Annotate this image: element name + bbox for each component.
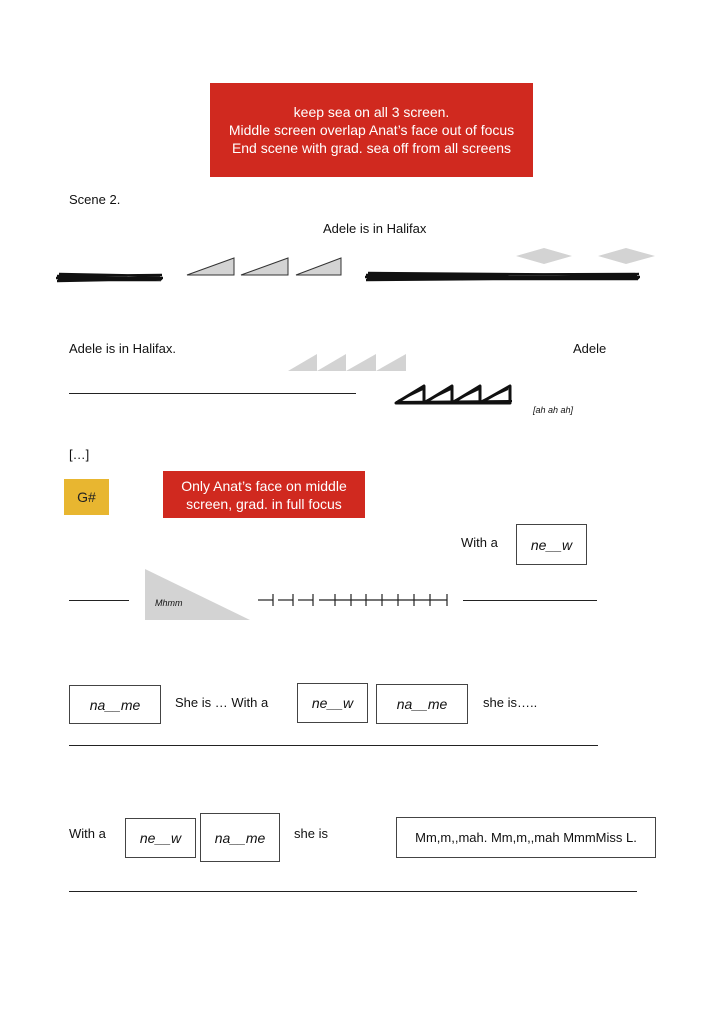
note-line: screen, grad. in full focus [186, 495, 342, 512]
triangle-label: Mhmm [155, 598, 183, 608]
with-a-label: With a [461, 535, 498, 550]
she-is-label: she is….. [483, 695, 538, 710]
ellipsis-marker: […] [69, 447, 90, 462]
annotation-ah: [ah ah ah] [533, 405, 574, 415]
lyric-adele-halifax: Adele is in Halifax [323, 221, 427, 236]
she-is-with-a-label: She is … With a [175, 695, 269, 710]
word-box-name: na__me [376, 684, 468, 724]
word-box-new: ne__w [516, 524, 587, 565]
note-line: Middle screen overlap Anat’s face out of focus [228, 122, 515, 138]
word-box-new: ne__w [125, 818, 196, 858]
with-a-label: With a [69, 826, 106, 841]
ramp-shapes [186, 257, 346, 277]
word-box-name: na__me [200, 813, 280, 862]
note-line: Only Anat’s face on middle [181, 477, 347, 494]
scribble-bar-right [365, 270, 641, 282]
scribble-bar-left [56, 271, 164, 283]
lyric-adele-halifax-2: Adele is in Halifax. [69, 341, 176, 356]
scribble-ramps [394, 384, 520, 406]
word-box-name: na__me [69, 685, 161, 724]
note-sea-screens [210, 83, 533, 177]
she-is-label: she is [294, 826, 328, 841]
scene-label: Scene 2. [69, 192, 121, 207]
melody-line [69, 745, 598, 746]
line-segment-left [69, 600, 129, 601]
note-anat-focus [163, 471, 365, 518]
note-line: End scene with grad. sea off from all screens [231, 140, 512, 156]
melody-line [69, 891, 637, 892]
line-segment-right [463, 600, 597, 601]
tick-line [258, 593, 450, 607]
melody-line [69, 393, 356, 394]
note-line: keep sea on all 3 screen. [293, 104, 450, 120]
lyric-adele: Adele [573, 341, 607, 356]
diamond-shapes [516, 247, 658, 265]
word-box-new: ne__w [297, 683, 368, 723]
key-chip: G# [64, 479, 109, 515]
mah-phrase-box: Mm,m,,mah. Mm,m,,mah MmmMiss L. [396, 817, 656, 858]
sawtooth-shapes [288, 353, 408, 373]
mhmm-triangle [145, 569, 251, 621]
